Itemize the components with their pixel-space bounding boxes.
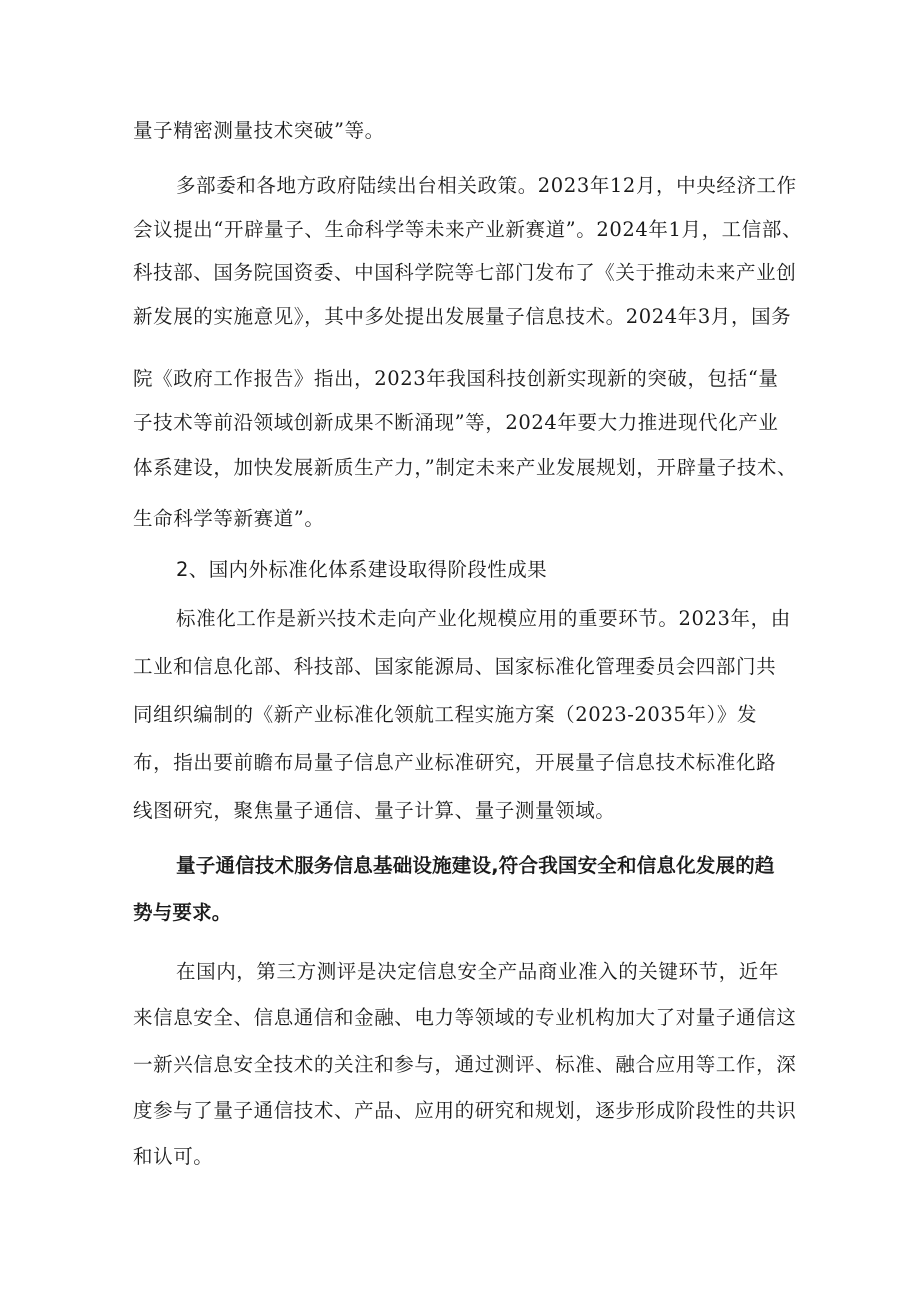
paragraph-line: 线图研究，聚焦量子通信、量子计算、量子测量领域。 xyxy=(133,799,616,822)
paragraph-line: 院《政府工作报告》指出，2023年我国科技创新实现新的突破，包括“量 xyxy=(133,367,779,390)
paragraph-line: 量子精密测量技术突破”等。 xyxy=(133,119,385,142)
bold-paragraph-line: 量子通信技术服务信息基础设施建设,符合我国安全和信息化发展的趋 xyxy=(176,854,775,877)
paragraph-line: 多部委和各地方政府陆续出台相关政策。2023年12月，中央经济工作 xyxy=(176,174,797,197)
paragraph-line: 在国内，第三方测评是决定信息安全产品商业准入的关键环节，近年 xyxy=(176,960,780,983)
bold-paragraph-line: 势与要求。 xyxy=(133,901,232,924)
paragraph-line: 工业和信息化部、科技部、国家能源局、国家标准化管理委员会四部门共 xyxy=(133,655,777,678)
paragraph-line: 新发展的实施意见》，其中多处提出发展量子信息技术。2024年3月，国务 xyxy=(133,305,792,328)
paragraph-line: 来信息安全、信息通信和金融、电力等领域的专业机构加大了对量子通信这 xyxy=(133,1006,797,1029)
paragraph-line: 度参与了量子通信技术、产品、应用的研究和规划，逐步形成阶段性的共识 xyxy=(133,1099,797,1122)
paragraph-line: 科技部、国务院国资委、中国科学院等七部门发布了《关于推动未来产业创 xyxy=(133,261,797,284)
paragraph-line: 一新兴信息安全技术的关注和参与，通过测评、标准、融合应用等工作，深 xyxy=(133,1053,797,1076)
paragraph-line: 生命科学等新赛道”。 xyxy=(133,507,325,530)
paragraph-line: 体系建设，加快发展新质生产力，”制定未来产业发展规划，开辟量子技术、 xyxy=(133,456,798,479)
paragraph-line: 布，指出要前瞻布局量子信息产业标准研究，开展量子信息技术标准化路 xyxy=(133,751,777,774)
paragraph-line: 和认可。 xyxy=(133,1145,214,1168)
paragraph-line: 标准化工作是新兴技术走向产业化规模应用的重要环节。2023年，由 xyxy=(176,607,791,630)
paragraph-line: 子技术等前沿领域创新成果不断涌现”等，2024年要大力推进现代化产业 xyxy=(133,411,779,434)
paragraph-line: 会议提出“开辟量子、生命科学等未来产业新赛道”。2024年1月，工信部、 xyxy=(133,218,803,241)
section-heading: 2、国内外标准化体系建设取得阶段性成果 xyxy=(176,558,548,581)
paragraph-line: 同组织编制的《新产业标准化领航工程实施方案（2023-2035年）》发 xyxy=(133,703,758,726)
